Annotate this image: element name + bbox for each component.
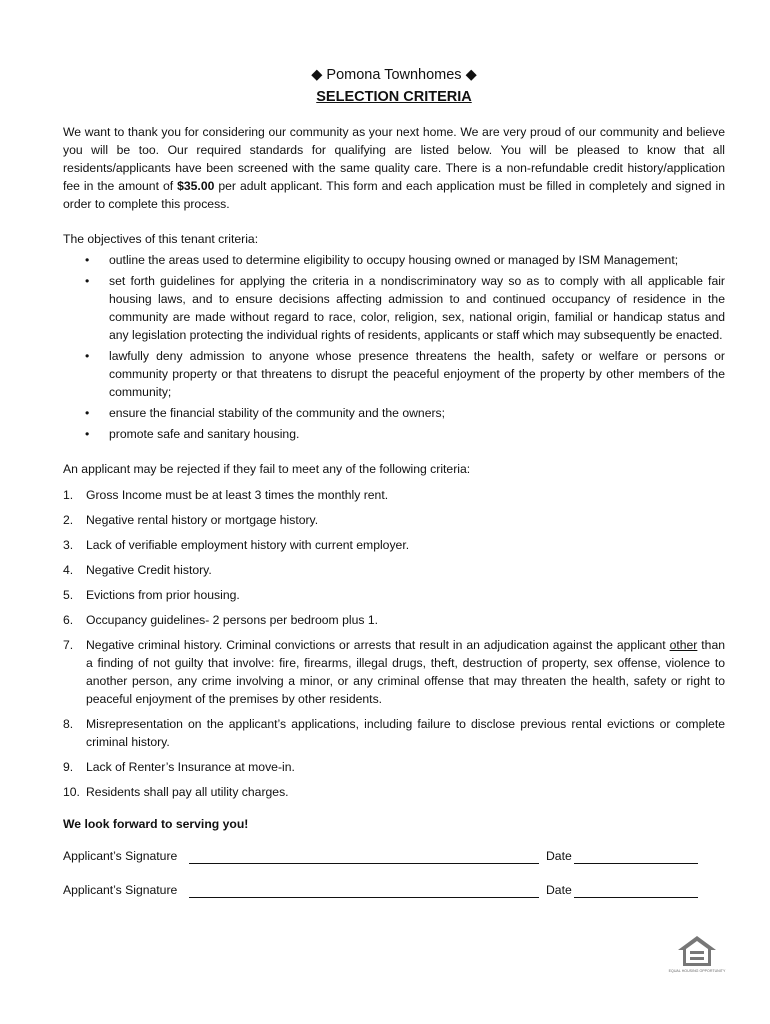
bullet-icon: • [85, 406, 90, 420]
list-item-text: lawfully deny admission to anyone whose presence threatens the health, safety or welfare or persons or community property or that threatens to disrupt the peaceful enjoyment of the property by other members of the community; [109, 349, 725, 399]
list-item-text-before: Negative criminal history. Criminal convictions or arrests that result in an adjudication against the applicant [86, 638, 670, 652]
closing-statement: We look forward to serving you! [63, 817, 249, 831]
equal-housing-opportunity-icon [668, 934, 726, 980]
list-item [63, 486, 725, 504]
date-field[interactable] [574, 897, 698, 898]
objectives-list [63, 251, 725, 443]
list-item-text: Residents shall pay all utility charges. [86, 785, 289, 799]
objectives-title: The objectives of this tenant criteria: [63, 232, 259, 246]
list-item-text: Misrepresentation on the applicant’s applications, including failure to disclose previous rental evictions or complete criminal history. [86, 717, 725, 749]
date-label: Date [546, 849, 572, 863]
criteria-title: An applicant may be rejected if they fail to meet any of the following criteria: [63, 462, 471, 476]
intro-paragraph [63, 123, 725, 213]
list-item-text: Lack of verifiable employment history with current employer. [86, 538, 410, 552]
item-number: 9. [63, 760, 74, 774]
intro-text-after-fee: per adult applicant. This form and each application must be filled in completely and signed in order to complete this process. [63, 179, 725, 211]
document-page [63, 64, 725, 901]
page-subtitle: SELECTION CRITERIA [316, 89, 472, 105]
list-item-text: Evictions from prior housing. [86, 588, 240, 602]
item-number: 10. [63, 785, 80, 799]
list-item-text: outline the areas used to determine eligibility to occupy housing owned or managed by ISM Management; [109, 253, 679, 267]
list-item [63, 347, 725, 401]
list-item [63, 404, 725, 422]
bullet-icon: • [85, 274, 90, 288]
equal-bar-top [690, 951, 704, 954]
date-label: Date [546, 883, 572, 897]
signature-label: Applicant’s Signature [63, 849, 178, 863]
list-item [63, 586, 725, 604]
list-item-text: Negative Credit history. [86, 563, 212, 577]
signature-label: Applicant’s Signature [63, 883, 178, 897]
list-item [63, 783, 725, 801]
logo-text: EQUAL HOUSING OPPORTUNITY [668, 969, 726, 973]
list-item-text: promote safe and sanitary housing. [109, 427, 300, 441]
list-item-text-after: than a finding of not guilty that involve: fire, firearms, illegal drugs, theft, destruction of property, sex offense, violence to another person, any crime involving a minor, or any criminal offense that may threaten the health, safety or right to peaceful enjoyment of the premises by other residents. [86, 638, 725, 706]
item-number: 5. [63, 588, 74, 602]
signature-field[interactable] [189, 863, 539, 864]
list-item [63, 611, 725, 629]
list-item [63, 636, 725, 708]
bullet-icon: • [85, 349, 90, 363]
bullet-icon: • [85, 253, 90, 267]
criteria-list [63, 486, 725, 801]
item-number: 1. [63, 488, 74, 502]
list-item [63, 272, 725, 344]
list-item-text: Gross Income must be at least 3 times the monthly rent. [86, 488, 389, 502]
date-field[interactable] [574, 863, 698, 864]
item-number: 4. [63, 563, 74, 577]
list-item [63, 251, 725, 269]
equal-bar-bottom [690, 957, 704, 960]
list-item [63, 561, 725, 579]
item-number: 6. [63, 613, 74, 627]
list-item [63, 758, 725, 776]
signature-row [63, 849, 725, 867]
list-item [63, 425, 725, 443]
page-title: ◆ Pomona Townhomes ◆ [311, 67, 477, 83]
intro-text-before-fee: We want to thank you for considering our community as your next home. We are very proud of our community and believe you will be too. Our required standards for qualifying are listed below. You will be pleased to know that all residents/applicants have been screened with the same quality care. There is a non-refundable credit history/application fee in the amount of [63, 125, 725, 193]
list-item-text: Negative rental history or mortgage history. [86, 513, 319, 527]
list-item-text: Lack of Renter’s Insurance at move-in. [86, 760, 295, 774]
list-item [63, 715, 725, 751]
list-item [63, 511, 725, 529]
list-item [63, 536, 725, 554]
list-item-text: set forth guidelines for applying the criteria in a nondiscriminatory way so as to comply with all applicable fair housing laws, and to ensure decisions affecting admission to and continued occupancy of residence in the community are made without regard to race, color, religion, sex, national origin, familial or handicap status and any legislation protecting the individual rights of residents, applicants or staff which may subsequently be enacted. [109, 274, 725, 342]
signature-field[interactable] [189, 897, 539, 898]
bullet-icon: • [85, 427, 90, 441]
item-number: 8. [63, 717, 74, 731]
item-number: 2. [63, 513, 74, 527]
list-item-text: Occupancy guidelines- 2 persons per bedroom plus 1. [86, 613, 378, 627]
signature-row [63, 883, 725, 901]
application-fee: $35.00 [177, 179, 215, 193]
list-item-text: ensure the financial stability of the community and the owners; [109, 406, 446, 420]
item-number: 3. [63, 538, 74, 552]
underlined-word: other [669, 638, 698, 652]
item-number: 7. [63, 638, 74, 652]
